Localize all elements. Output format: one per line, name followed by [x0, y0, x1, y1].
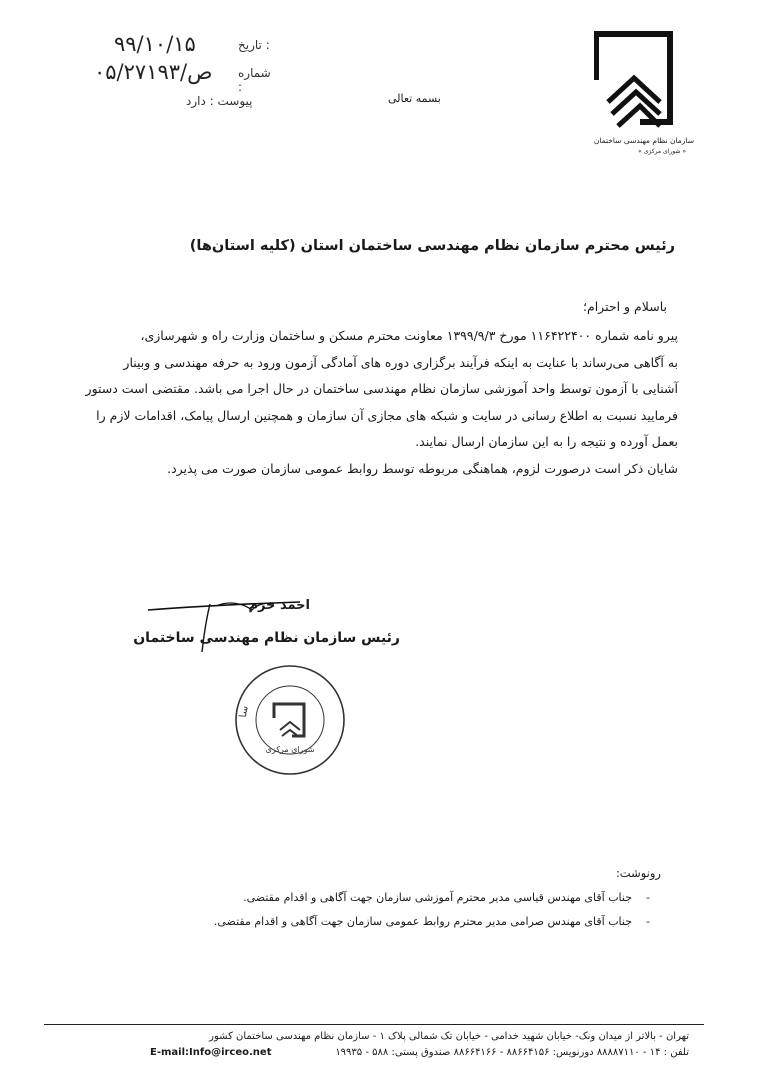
stamp-ring-text: سا	[238, 704, 251, 718]
logo-org-name: سازمان نظام مهندسی ساختمان	[593, 136, 694, 145]
copies-list	[213, 886, 650, 934]
body-line: آشنایی با آزمون توسط واحد آموزشی سازمان نظام مهندسی ساختمان در حال اجرا می باشد. مقتضی است دستور	[85, 381, 678, 396]
greeting: باسلام و احترام؛	[583, 299, 667, 314]
attachment-label: پیوست : دارد	[186, 94, 253, 108]
body-line: فرمایید نسبت به اطلاع رسانی در سایت و شبکه های مجازی آن سازمان و همچنین ارسال پیامک، اقدامات لازم را	[96, 407, 678, 423]
org-logo	[590, 30, 700, 160]
letter-body	[85, 323, 678, 482]
official-stamp	[230, 660, 350, 780]
logo-mark-icon	[594, 30, 674, 130]
stamp-seal-icon	[230, 660, 350, 780]
signature-block	[133, 590, 420, 670]
signatory-title: رئیس سازمان نظام مهندسی ساختمان	[133, 630, 400, 646]
body-line: شایان ذکر است درصورت لزوم، هماهنگی مربوطه توسط روابط عمومی سازمان صورت می پذیرد.	[167, 460, 678, 476]
footer-email: E-mail:Info@irceo.net	[150, 1047, 272, 1058]
date-value: ۹۹/۱۰/۱۵	[114, 32, 196, 56]
number-value: ۰۵/ص/۲۷۱۹۳	[94, 60, 213, 84]
date-label: تاریخ :	[238, 38, 270, 52]
svg-text:سازمان نظام مهندسی ساختمان	[230, 660, 251, 718]
copies-heading: رونوشت:	[615, 866, 661, 880]
number-label: شماره :	[238, 66, 271, 94]
copy-item-text: جناب آقای مهندس صرامی مدیر محترم روابط عمومی سازمان جهت آگاهی و اقدام مقتضی.	[213, 915, 633, 928]
invocation: بسمه تعالی	[388, 92, 441, 105]
signatory-name: احمد خرم	[248, 598, 310, 613]
copy-item: - جناب آقای مهندس صرامی مدیر محترم روابط عمومی سازمان جهت آگاهی و اقدام مقتضی.	[213, 915, 650, 928]
letter-meta	[90, 28, 270, 118]
recipient-line: رئیس محترم سازمان نظام مهندسی ساختمان استان (کلیه استان‌ها)	[189, 238, 675, 254]
stamp-inner-text: شورای مرکزی	[265, 745, 315, 754]
logo-org-sub: « شورای مرکزی »	[638, 148, 686, 155]
body-line: به آگاهی می‌رساند با عنایت به اینکه فرآیند برگزاری دوره های آمادگی آزمون ورود به حرفه مهندسی و وبینار	[123, 354, 678, 370]
copy-item: - جناب آقای مهندس قیاسی مدیر محترم آموزشی سازمان جهت آگاهی و اقدام مقتضی.	[243, 891, 650, 904]
body-line: بعمل آورده و نتیجه را به این سازمان ارسال نمایند.	[415, 434, 678, 449]
body-line: پیرو نامه شماره ۱۱۶۴۲۲۴۰۰ مورخ ۱۳۹۹/۹/۳ معاونت محترم مسکن و ساختمان وزارت راه و شهرسازی،	[140, 328, 678, 343]
footer-address: تهران - بالاتر از میدان ونک- خیابان شهید خدامی - خیابان تک شمالی پلاک ۱ - سازمان نظام مهندسی ساختمان کشور	[209, 1031, 689, 1042]
copy-item-text: جناب آقای مهندس قیاسی مدیر محترم آموزشی سازمان جهت آگاهی و اقدام مقتضی.	[243, 891, 633, 904]
footer-phones: تلفن : ۱۴ - ۸۸۸۸۷۱۱۰ دورنویس: ۸۸۶۶۴۱۵۶ - ۸۸۶۶۴۱۶۶ صندوق پستی: ۵۸۸ - ۱۹۹۳۵	[335, 1047, 689, 1058]
footer-divider	[44, 1024, 704, 1025]
